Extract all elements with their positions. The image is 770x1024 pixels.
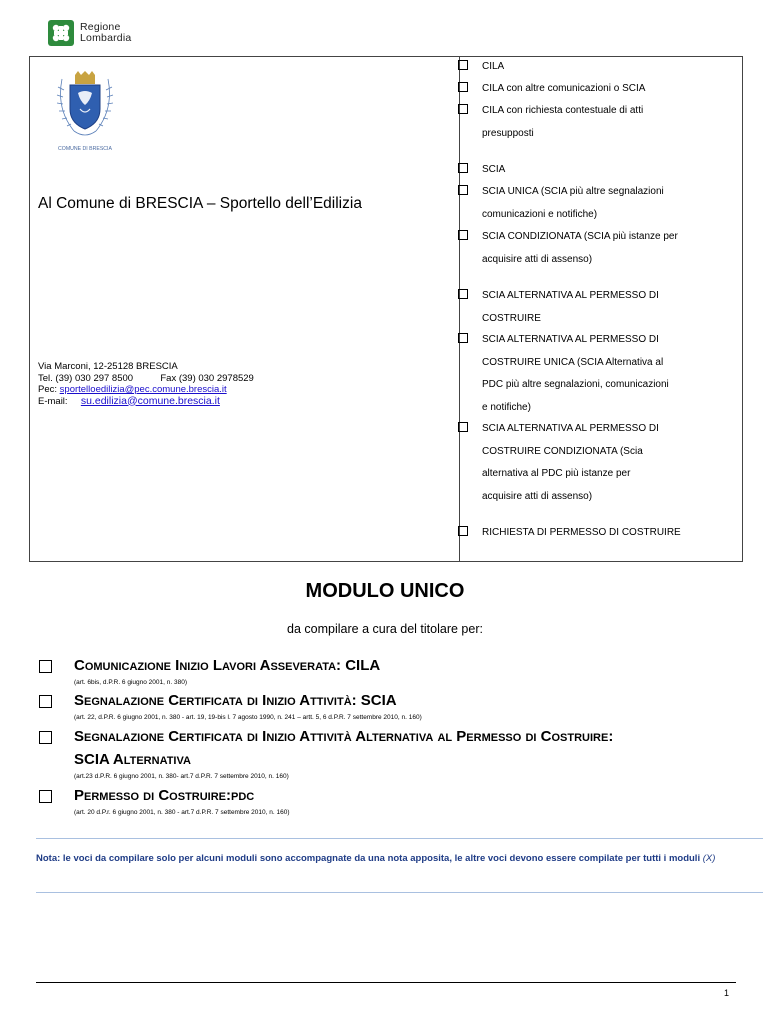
note-box xyxy=(36,852,763,865)
office-contacts xyxy=(38,361,254,407)
item-heading-cont: SCIA Alternativa xyxy=(74,751,191,768)
option-scia-condizionata[interactable] xyxy=(458,226,712,271)
option-label-cont: COSTRUIRE xyxy=(482,312,541,324)
item-heading: Permesso di Costruire:pdc xyxy=(74,787,255,804)
option-label: SCIA UNICA (SCIA più altre segnalazioni xyxy=(482,186,664,197)
option-label-cont: COSTRUIRE CONDIZIONATA (Scia xyxy=(482,445,643,457)
checkbox-icon[interactable] xyxy=(458,104,468,114)
checkbox-icon[interactable] xyxy=(458,422,468,432)
brand-line1: Regione xyxy=(80,21,121,33)
option-scia[interactable] xyxy=(458,159,712,182)
item-reference: (art. 22, d.P.R. 6 giugno 2001, n. 380 - art. 19, 19-bis l. 7 agosto 1990, n. 241 – artt. 5, 6 d.P.R. 7 settembre 2010, n. 160) xyxy=(74,714,422,721)
option-label: RICHIESTA DI PERMESSO DI COSTRUIRE xyxy=(482,527,681,538)
regione-lombardia-mark-icon xyxy=(48,20,74,46)
office-email-row xyxy=(38,396,254,408)
office-phone-fax xyxy=(38,373,254,385)
item-heading: Segnalazione Certificata di Inizio Attività: SCIA xyxy=(74,692,397,709)
form-subtitle: da compilare a cura del titolare per: xyxy=(287,622,483,636)
checkbox-icon[interactable] xyxy=(39,790,52,803)
option-label-cont: alternativa al PDC più istanze per xyxy=(482,468,631,479)
option-label-cont: e notifiche) xyxy=(482,401,531,413)
option-cila[interactable] xyxy=(458,56,712,79)
note-text: Nota: le voci da compilare solo per alcuni moduli sono accompagnate da una nota apposita, le altre voci devono essere compilate per tutti i moduli xyxy=(36,853,701,864)
option-label-cont: COSTRUIRE UNICA (SCIA Alternativa al xyxy=(482,356,664,368)
note-marker: (X) xyxy=(702,853,716,864)
option-label: SCIA ALTERNATIVA AL PERMESSO DI xyxy=(482,290,659,301)
pec-link[interactable]: sportelloedilizia@pec.comune.brescia.it xyxy=(59,384,227,395)
option-scia-unica[interactable] xyxy=(458,181,712,226)
option-label-cont: acquisire atti di assenso) xyxy=(482,253,593,265)
option-scia-alternativa-pdc[interactable] xyxy=(458,285,712,330)
email-label: E-mail: xyxy=(38,395,68,407)
option-cila-richiesta-atti[interactable] xyxy=(458,100,712,145)
option-label: SCIA ALTERNATIVA AL PERMESSO DI xyxy=(482,423,659,434)
option-label-cont: comunicazioni e notifiche) xyxy=(482,208,598,220)
option-label-cont: acquisire atti di assenso) xyxy=(482,490,593,502)
recipient-office: Al Comune di BRESCIA – Sportello dell’Edilizia xyxy=(38,195,362,212)
checkbox-icon[interactable] xyxy=(458,333,468,343)
checkbox-icon[interactable] xyxy=(39,660,52,673)
item-reference: (art.23 d.P.R. 6 giugno 2001, n. 380- art.7 d.P.R. 7 settembre 2010, n. 160) xyxy=(74,773,289,780)
option-scia-alternativa-pdc-unica[interactable] xyxy=(458,329,712,419)
brand-line2: Lombardia xyxy=(80,32,132,44)
item-heading: Comunicazione Inizio Lavori Asseverata: CILA xyxy=(74,657,381,674)
checkbox-icon[interactable] xyxy=(458,230,468,240)
option-label: CILA con altre comunicazioni o SCIA xyxy=(482,83,646,94)
page-number: 1 xyxy=(724,988,730,998)
pec-label: Pec: xyxy=(38,384,58,395)
option-label: CILA xyxy=(482,61,505,72)
checkbox-icon[interactable] xyxy=(458,60,468,70)
comune-di-brescia-crest xyxy=(44,69,126,153)
item-heading: Segnalazione Certificata di Inizio Attività Alternativa al Permesso di Costruire: xyxy=(74,728,614,745)
option-cila-altre-comunicazioni[interactable] xyxy=(458,78,712,101)
item-reference: (art. 6bis, d.P.R. 6 giugno 2001, n. 380) xyxy=(74,679,187,686)
option-scia-alternativa-pdc-condizionata[interactable] xyxy=(458,418,712,508)
option-label: CILA con richiesta contestuale di atti xyxy=(482,105,644,116)
option-label: SCIA CONDIZIONATA (SCIA più istanze per xyxy=(482,231,678,242)
option-label-cont: PDC più altre segnalazioni, comunicazioni xyxy=(482,379,669,390)
option-label-cont: presupposti xyxy=(482,127,534,139)
checkbox-icon[interactable] xyxy=(39,695,52,708)
crest-icon xyxy=(44,69,126,153)
note-rule-top xyxy=(36,838,763,839)
checkbox-icon[interactable] xyxy=(458,82,468,92)
checkbox-icon[interactable] xyxy=(458,289,468,299)
office-fax: Fax (39) 030 2978529 xyxy=(160,372,254,384)
option-label: SCIA ALTERNATIVA AL PERMESSO DI xyxy=(482,334,659,345)
option-richiesta-permesso[interactable] xyxy=(458,522,712,545)
item-reference: (art. 20 d.P.r. 6 giugno 2001, n. 380 - art.7 d.P.R. 7 settembre 2010, n. 160) xyxy=(74,809,290,816)
office-phone: Tel. (39) 030 297 8500 xyxy=(38,372,134,384)
option-label: SCIA xyxy=(482,164,506,175)
checkbox-icon[interactable] xyxy=(39,731,52,744)
checkbox-icon[interactable] xyxy=(458,163,468,173)
note-rule-bottom xyxy=(36,892,763,893)
crest-caption: COMUNE DI BRESCIA xyxy=(58,146,112,152)
email-link[interactable]: su.edilizia@comune.brescia.it xyxy=(80,394,220,407)
form-title: MODULO UNICO xyxy=(305,580,465,602)
office-address: Via Marconi, 12-25128 BRESCIA xyxy=(38,361,178,372)
footer-rule xyxy=(36,982,736,983)
checkbox-icon[interactable] xyxy=(458,526,468,536)
checkbox-icon[interactable] xyxy=(458,185,468,195)
